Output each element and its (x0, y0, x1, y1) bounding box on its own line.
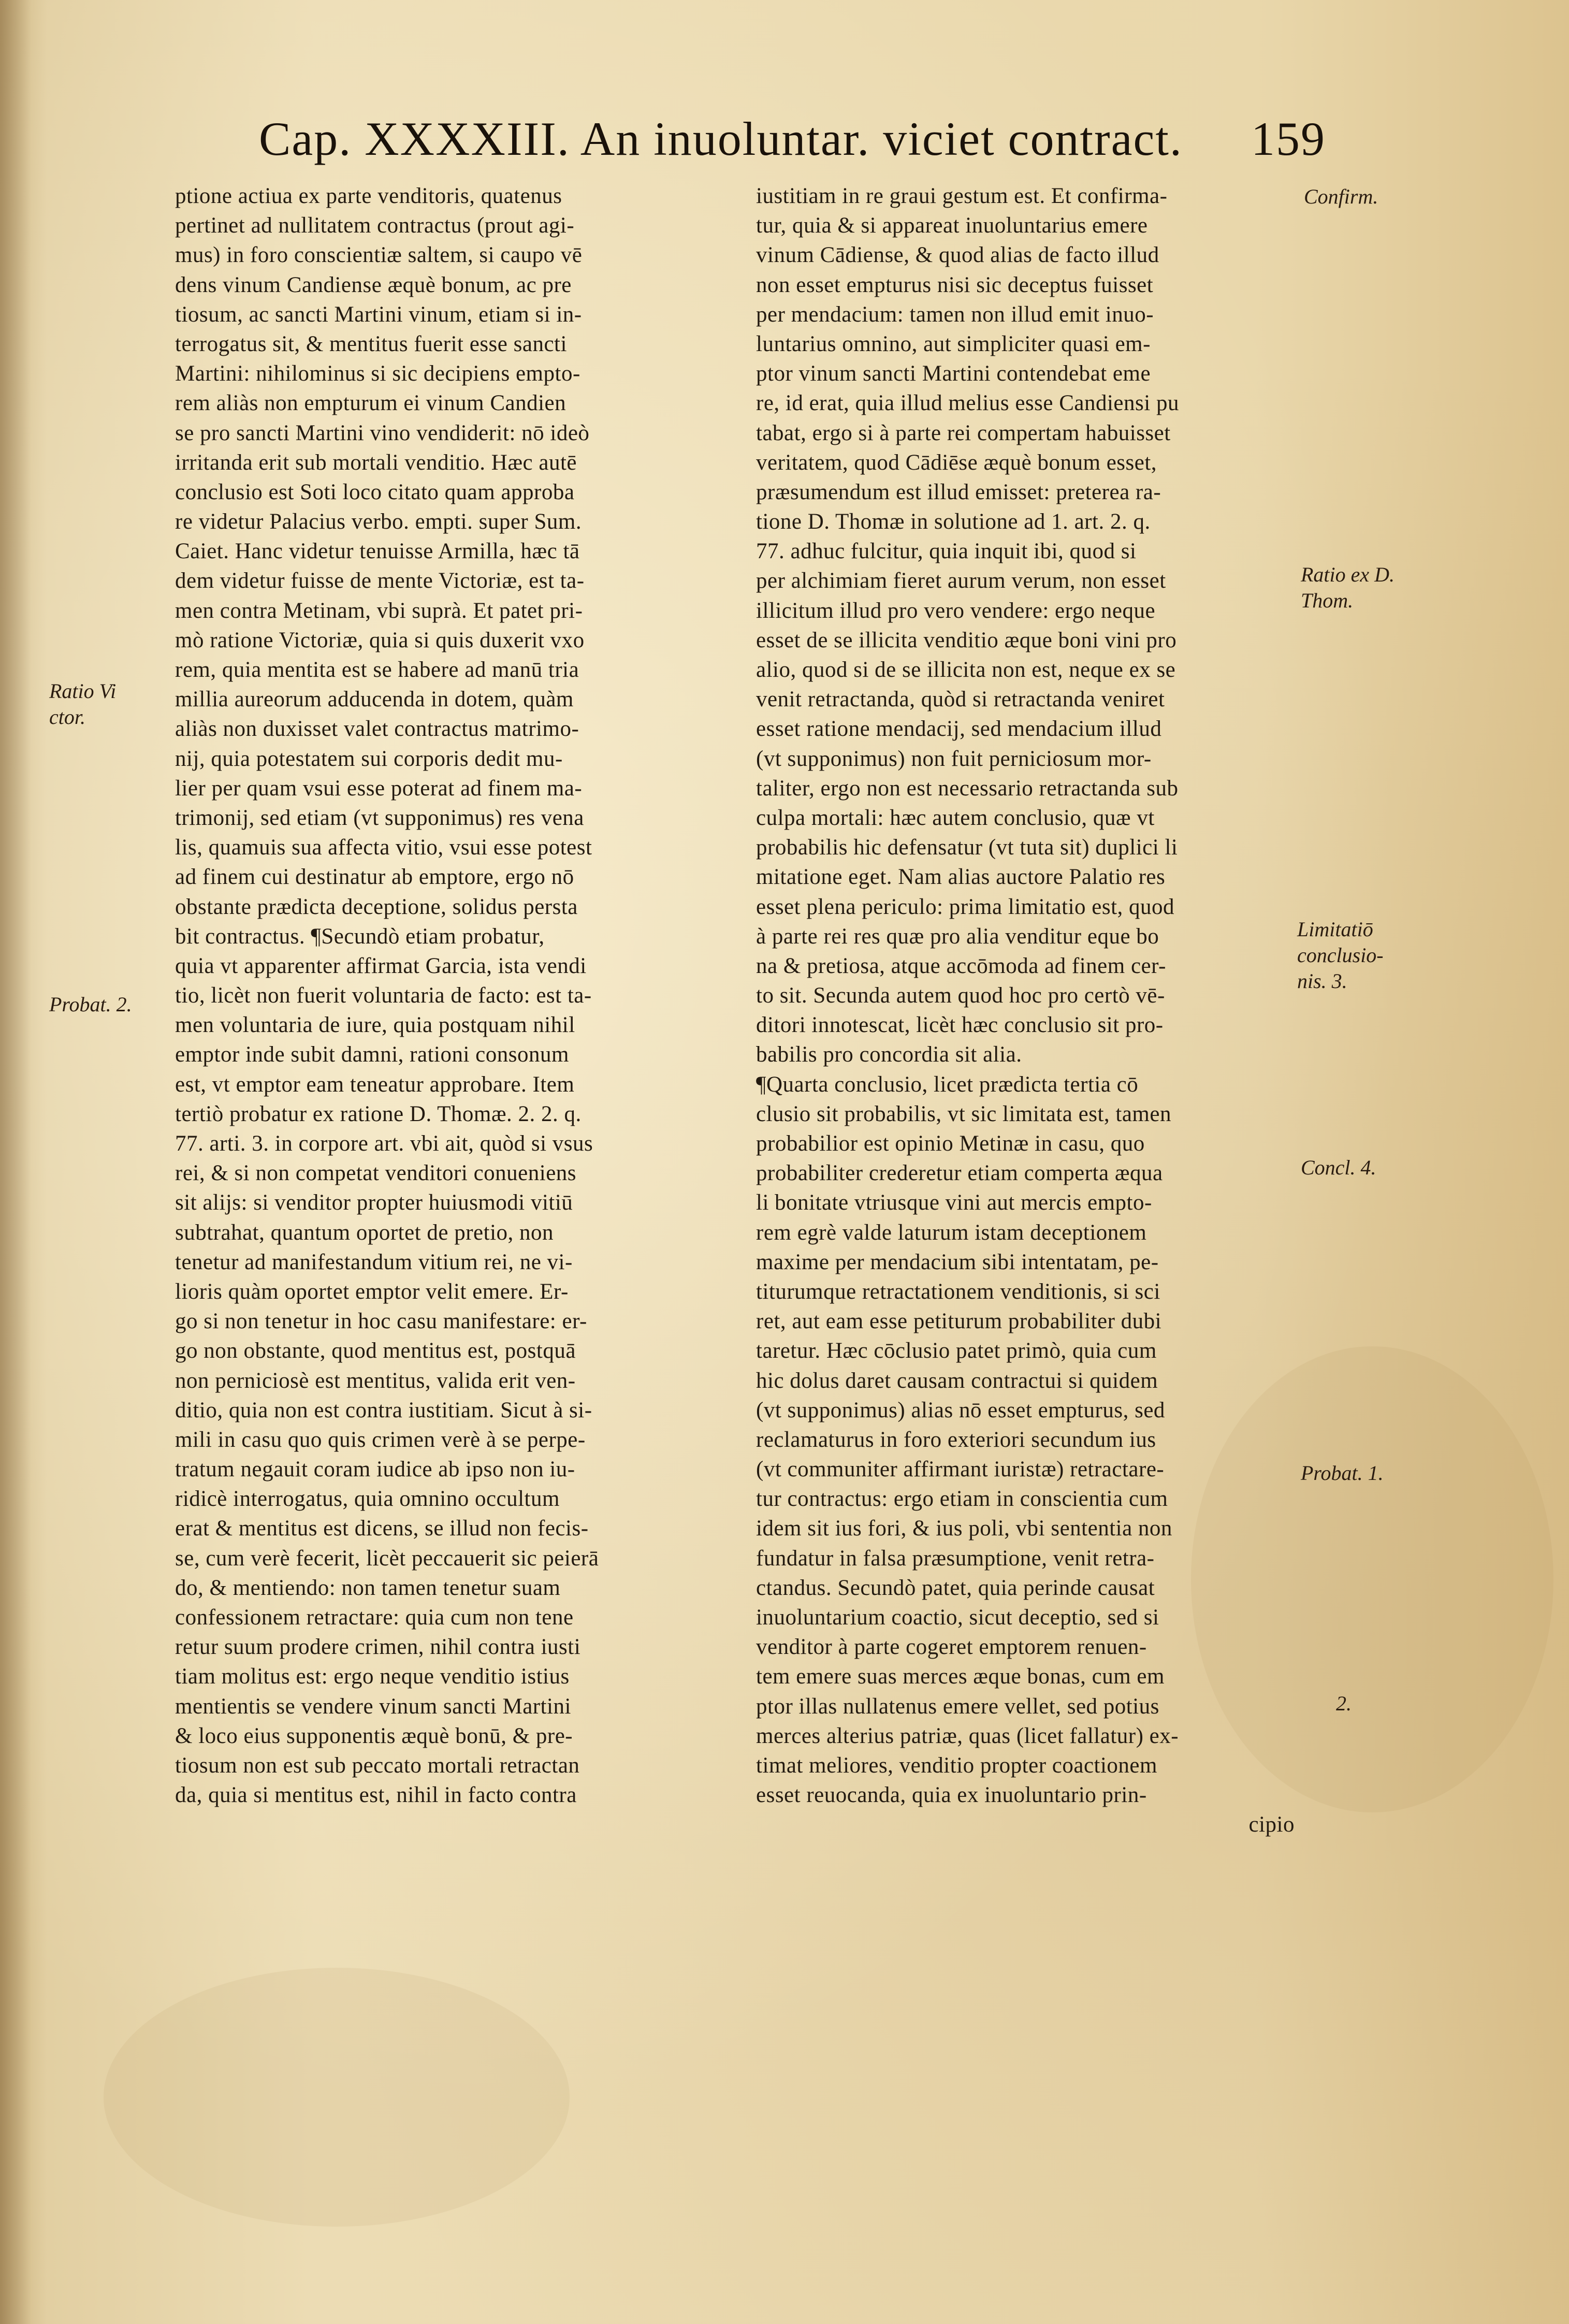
text-line: iustitiam in re graui gestum est. Et confirma- (756, 184, 1168, 208)
margin-note-confirm: Confirm. (1304, 185, 1378, 208)
text-line: fundatur in falsa præsumptione, venit retra- (756, 1546, 1155, 1571)
text-line: lioris quàm oportet emptor velit emere. Er- (175, 1279, 569, 1304)
text-line: irritanda erit sub mortali venditio. Hæc autē (175, 450, 577, 475)
text-line: ptor vinum sancti Martini contendebat eme (756, 361, 1151, 386)
text-line: tratum negauit coram iudice ab ipso non iu- (175, 1457, 575, 1482)
text-line: vinum Cādiense, & quod alias de facto illud (756, 243, 1159, 268)
text-line: non esset empturus nisi sic deceptus fuisset (756, 272, 1154, 297)
text-line: titurumque retractationem venditionis, si sci (756, 1279, 1160, 1304)
text-line: ditio, quia non est contra iustitiam. Sicut à si- (175, 1398, 592, 1422)
right-text-column (756, 181, 1295, 1840)
text-line: tiosum, ac sancti Martini vinum, etiam si in- (175, 302, 582, 327)
text-line: na & pretiosa, atque accōmoda ad finem cer- (756, 953, 1166, 978)
text-line: idem sit ius fori, & ius poli, vbi sententia non (756, 1516, 1172, 1541)
text-line: tio, licèt non fuerit voluntaria de facto: est ta- (175, 983, 592, 1008)
text-line: li bonitate vtriusque vini aut mercis empto- (756, 1190, 1152, 1215)
text-line: ridicè interrogatus, quia omnino occultum (175, 1487, 560, 1512)
margin-note-probat-2: Probat. 2. (49, 993, 132, 1016)
text-line: go si non tenetur in hoc casu manifestare: er- (175, 1309, 587, 1334)
text-line: ad finem cui destinatur ab emptore, ergo nō (175, 865, 574, 890)
text-line: venditor à parte cogeret emptorem renuen- (756, 1635, 1147, 1660)
text-line: pertinet ad nullitatem contractus (prout agi- (175, 213, 575, 238)
text-line: retur suum prodere crimen, nihil contra iusti (175, 1635, 581, 1660)
text-line: cipio (1248, 1812, 1295, 1837)
text-line: taliter, ergo non est necessario retractanda sub (756, 776, 1179, 801)
text-line: mitatione eget. Nam alias auctore Palatio res (756, 865, 1166, 890)
text-line: men contra Metinam, vbi suprà. Et patet pri- (175, 598, 583, 623)
margin-note-ratio-victor: Ratio Vi ctor. (49, 679, 117, 729)
margin-note-number-2: 2. (1336, 1692, 1352, 1715)
text-line: trimonij, sed etiam (vt supponimus) res vena (175, 805, 584, 830)
text-line: clusio sit probabilis, vt sic limitata est, tamen (756, 1101, 1171, 1126)
text-line: esset de se illicita venditio æque boni vini pro (756, 628, 1177, 652)
text-line: (vt communiter affirmant iuristæ) retractare- (756, 1457, 1165, 1482)
text-line: esset plena periculo: prima limitatio est, quod (756, 894, 1175, 919)
text-line: da, quia si mentitus est, nihil in facto contra (175, 1783, 577, 1808)
text-line: tem emere suas merces æque bonas, cum em (756, 1664, 1165, 1689)
text-line: millia aureorum adducenda in dotem, quàm (175, 687, 574, 712)
text-line: à parte rei res quæ pro alia venditur eque bo (756, 924, 1159, 949)
text-line: re videtur Palacius verbo. empti. super Sum. (175, 510, 582, 534)
text-line: tur, quia & si appareat inuoluntarius emere (756, 213, 1148, 238)
text-line: lis, quamuis sua affecta vitio, vsui esse potest (175, 835, 592, 860)
text-line: esset reuocanda, quia ex inuoluntario prin- (756, 1783, 1147, 1808)
text-line: esset ratione mendacij, sed mendacium illud (756, 717, 1162, 742)
text-line: sit alijs: si venditor propter huiusmodi vitiū (175, 1190, 573, 1215)
text-line: luntarius omnino, aut simpliciter quasi em- (756, 331, 1151, 356)
text-line: dens vinum Candiense æquè bonum, ac pre (175, 272, 572, 297)
text-line: per alchimiam fieret aurum verum, non esset (756, 569, 1166, 593)
text-line: tenetur ad manifestandum vitium rei, ne vi- (175, 1250, 573, 1274)
text-line: go non obstante, quod mentitus est, postquā (175, 1339, 576, 1363)
text-line: ditori innotescat, licèt hæc conclusio sit pro- (756, 1013, 1164, 1038)
text-line: probabilior est opinio Metinæ in casu, quo (756, 1131, 1145, 1156)
text-line: & loco eius supponentis æquè bonū, & pre- (175, 1723, 573, 1748)
margin-note-concl-4: Concl. 4. (1301, 1156, 1376, 1179)
text-line: maxime per mendacium sibi intentatam, pe- (756, 1250, 1159, 1274)
text-line: re, id erat, quia illud melius esse Candiensi pu (756, 391, 1179, 416)
text-line: se, cum verè fecerit, licèt peccauerit sic peierā (175, 1546, 599, 1571)
margin-note-probat-1: Probat. 1. (1301, 1461, 1384, 1485)
text-line: confessionem retractare: quia cum non tene (175, 1605, 574, 1630)
margin-note-ratio-ex-thom: Ratio ex D. Thom. (1301, 563, 1395, 612)
text-line: rem aliàs non empturum ei vinum Candien (175, 391, 566, 416)
text-line: erat & mentitus est dicens, se illud non fecis- (175, 1516, 589, 1541)
text-line: se pro sancti Martini vino vendiderit: nō ideò (175, 420, 590, 445)
text-line: merces alterius patriæ, quas (licet fallatur) ex- (756, 1723, 1179, 1748)
text-line: culpa mortali: hæc autem conclusio, quæ vt (756, 805, 1155, 830)
text-line: mò ratione Victoriæ, quia si quis duxerit vxo (175, 628, 585, 652)
text-line: (vt supponimus) alias nō esset empturus, sed (756, 1398, 1165, 1422)
text-line: tione D. Thomæ in solutione ad 1. art. 2. q. (756, 510, 1151, 534)
text-line: subtrahat, quantum oportet de pretio, non (175, 1220, 554, 1245)
text-line: obstante prædicta deceptione, solidus persta (175, 894, 578, 919)
text-line: mentientis se vendere vinum sancti Martini (175, 1694, 571, 1719)
text-line: Caiet. Hanc videtur tenuisse Armilla, hæc tā (175, 539, 580, 564)
text-line: aliàs non duxisset valet contractus matrimo- (175, 717, 579, 742)
text-line: do, & mentiendo: non tamen tenetur suam (175, 1575, 561, 1600)
margin-note-limitatio: Limitatiō conclusio- nis. 3. (1297, 918, 1384, 993)
text-line: mus) in foro conscientiæ saltem, si caupo vē (175, 243, 583, 268)
text-line: tabat, ergo si à parte rei compertam habuisset (756, 420, 1171, 445)
text-line: terrogatus sit, & mentitus fuerit esse sancti (175, 331, 567, 356)
text-line: mili in casu quo quis crimen verè à se perpe- (175, 1427, 586, 1452)
text-line: Martini: nihilominus si sic decipiens empto- (175, 361, 580, 386)
running-header (259, 111, 1326, 173)
text-line: reclamaturus in foro exteriori secundum ius (756, 1427, 1156, 1452)
text-line: alio, quod si de se illicita non est, neque ex se (756, 658, 1176, 682)
text-line: bit contractus. ¶Secundò etiam probatur, (175, 924, 545, 949)
text-line: ptor illas nullatenus emere vellet, sed potius (756, 1694, 1159, 1719)
text-line: præsumendum est illud emisset: preterea ra- (756, 480, 1161, 504)
paper-stain (104, 1968, 570, 2227)
text-line: est, vt emptor eam teneatur approbare. Item (175, 1072, 575, 1097)
text-line: non perniciosè est mentitus, valida erit ven- (175, 1368, 576, 1393)
text-line: emptor inde subit damni, rationi consonum (175, 1042, 569, 1067)
text-line: rem egrè valde laturum istam deceptionem (756, 1220, 1147, 1245)
text-line: ¶Quarta conclusio, licet prædicta tertia cō (756, 1072, 1139, 1097)
text-line: probabilis hic defensatur (vt tuta sit) duplici li (756, 835, 1178, 860)
text-line: 77. arti. 3. in corpore art. vbi ait, quòd si vsus (175, 1131, 593, 1156)
left-text-column (175, 181, 714, 1810)
text-line: taretur. Hæc cōclusio patet primò, quia cum (756, 1339, 1157, 1363)
text-line: tiam molitus est: ergo neque venditio istius (175, 1664, 570, 1689)
gutter-shadow (0, 0, 31, 2324)
text-line: to sit. Secunda autem quod hoc pro certò vē- (756, 983, 1165, 1008)
chapter-title: Cap. XXXXIII. An inuoluntar. viciet contract. (259, 112, 1183, 165)
text-line: dem videtur fuisse de mente Victoriæ, est ta- (175, 569, 585, 593)
text-line: 77. adhuc fulcitur, quia inquit ibi, quod si (756, 539, 1137, 564)
text-line: probabiliter crederetur etiam comperta æqua (756, 1161, 1163, 1186)
text-line: hic dolus daret causam contractui si quidem (756, 1368, 1158, 1393)
text-line: tur contractus: ergo etiam in conscientia cum (756, 1487, 1168, 1512)
text-line: lier per quam vsui esse poterat ad finem ma- (175, 776, 583, 801)
text-line: tiosum non est sub peccato mortali retractan (175, 1753, 580, 1778)
text-line: men voluntaria de iure, quia postquam nihil (175, 1013, 575, 1038)
text-line: nij, quia potestatem sui corporis dedit mu- (175, 746, 563, 771)
text-line: illicitum illud pro vero vendere: ergo neque (756, 598, 1156, 623)
text-line: (vt supponimus) non fuit perniciosum mor- (756, 746, 1152, 771)
page-number: 159 (1251, 112, 1326, 165)
text-line: timat meliores, venditio propter coactionem (756, 1753, 1157, 1778)
text-line: inuoluntarium coactio, sicut deceptio, sed si (756, 1605, 1159, 1630)
text-line: rei, & si non competat venditori conueniens (175, 1161, 577, 1186)
text-line: per mendacium: tamen non illud emit inuo- (756, 302, 1154, 327)
text-line: rem, quia mentita est se habere ad manū tria (175, 658, 579, 682)
text-line: ctandus. Secundò patet, quia perinde causat (756, 1575, 1155, 1600)
text-line: ptione actiua ex parte venditoris, quatenus (175, 184, 562, 208)
text-line: conclusio est Soti loco citato quam approba (175, 480, 575, 504)
text-line: quia vt apparenter affirmat Garcia, ista vendi (175, 953, 587, 978)
text-line: tertiò probatur ex ratione D. Thomæ. 2. 2. q. (175, 1101, 582, 1126)
text-line: veritatem, quod Cādiēse æquè bonum esset, (756, 450, 1157, 475)
text-line: ret, aut eam esse petiturum probabiliter dubi (756, 1309, 1162, 1334)
text-line: babilis pro concordia sit alia. (756, 1042, 1022, 1067)
text-line: venit retractanda, quòd si retractanda veniret (756, 687, 1165, 712)
